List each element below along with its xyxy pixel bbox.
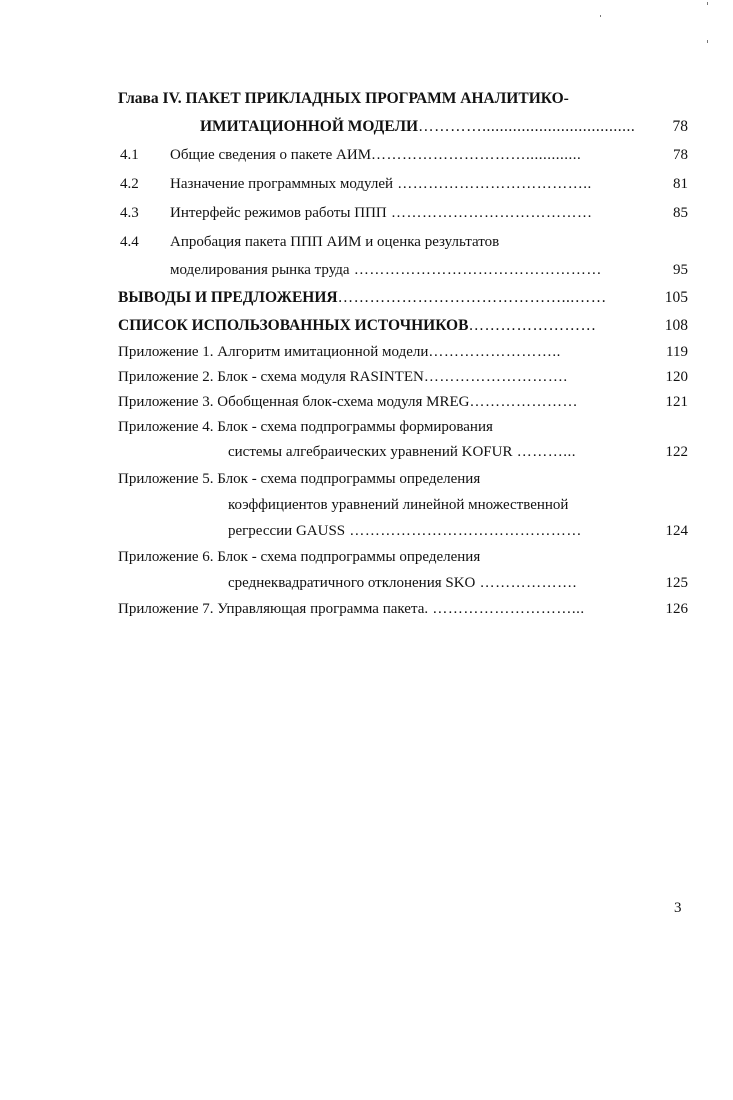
toc-entry-references [0,313,733,339]
toc-entry-page: 124 [665,523,688,539]
scan-speck [707,2,708,5]
scan-speck [707,40,708,43]
toc-entry-text: Приложение 5. Блок - схема подпрограммы определения [118,471,481,487]
toc-entry-number: 4.1 [120,147,139,163]
toc-entry-text: системы алгебраических уравнений KOFUR ………... [228,444,576,460]
toc-entry-appendix-1 [0,339,733,365]
toc-entry-page: 126 [665,601,688,617]
toc-entry-appendix-3 [0,389,733,415]
toc-entry-text: среднеквадратичного отклонения SKO ………………. [228,575,577,591]
toc-entry-page: 95 [673,262,688,278]
toc-entry-text: Апробация пакета ППП АИМ и оценка результатов [170,234,500,250]
toc-entry-text: СПИСОК ИСПОЛЬЗОВАННЫХ ИСТОЧНИКОВ…………………… [118,317,597,334]
toc-entry-text: регрессии GAUSS ……………………………………… [228,523,582,539]
toc-entry-text: Приложение 7. Управляющая программа пакета. ………………………... [118,601,585,617]
toc-entry-appendix-6-cont [0,570,733,596]
toc-entry-text: Общие сведения о пакете АИМ…………………………............. [170,147,582,163]
toc-entry-appendix-7 [0,596,733,622]
toc-entry-appendix-5 [0,466,733,492]
toc-entry-appendix-4-cont [0,439,733,465]
toc-entry-4-1 [0,142,733,168]
toc-entry-page: 78 [673,147,688,163]
toc-entry-text: Интерфейс режимов работы ППП ………………………………… [170,205,593,221]
toc-entry-number: 4.2 [120,176,139,192]
toc-entry-text: Назначение программных модулей ……………………………….. [170,176,592,192]
toc-entry-appendix-5-cont [0,492,733,518]
toc-entry-page: 125 [665,575,688,591]
toc-entry-4-3 [0,200,733,226]
toc-entry-appendix-6 [0,544,733,570]
toc-entry-number: 4.4 [120,234,139,250]
scan-speck [600,15,601,17]
toc-entry-text: моделирования рынка труда ………………………………………… [170,262,602,278]
toc-entry-4-4 [0,229,733,255]
toc-entry-text: ИМИТАЦИОННОЙ МОДЕЛИ…………................................... [200,118,636,135]
toc-entry-page: 119 [666,344,688,360]
toc-entry-4-4-cont [0,257,733,283]
page-number: 3 [674,900,682,916]
toc-entry-text: Приложение 1. Алгоритм имитационной модели…………………….. [118,344,561,360]
toc-entry-page: 105 [664,289,688,306]
toc-entry-page: 120 [665,369,688,385]
toc-entry-appendix-4 [0,414,733,440]
toc-entry-text: Приложение 3. Обобщенная блок-схема модуля MREG………………… [118,394,578,410]
toc-entry-text: Глава IV. ПАКЕТ ПРИКЛАДНЫХ ПРОГРАММ АНАЛИТИКО- [118,90,569,107]
toc-entry-page: 121 [665,394,688,410]
toc-entry-appendix-5-cont2 [0,518,733,544]
toc-entry-page: 122 [665,444,688,460]
toc-entry-chapter-heading-cont [0,114,733,140]
toc-entry-text: коэффициентов уравнений линейной множественной [228,497,569,513]
toc-entry-text: ВЫВОДЫ И ПРЕДЛОЖЕНИЯ……………………………………...…… [118,289,607,306]
toc-entry-page: 78 [672,118,688,135]
toc-entry-conclusions [0,285,733,311]
toc-entry-page: 108 [664,317,688,334]
toc-entry-chapter-heading [0,86,733,112]
toc-entry-text: Приложение 6. Блок - схема подпрограммы определения [118,549,481,565]
toc-entry-text: Приложение 4. Блок - схема подпрограммы формирования [118,419,493,435]
toc-entry-page: 85 [673,205,688,221]
toc-entry-appendix-2 [0,364,733,390]
toc-entry-number: 4.3 [120,205,139,221]
toc-entry-text: Приложение 2. Блок - схема модуля RASINTEN………………………. [118,369,568,385]
toc-entry-4-2 [0,171,733,197]
toc-entry-page: 81 [673,176,688,192]
